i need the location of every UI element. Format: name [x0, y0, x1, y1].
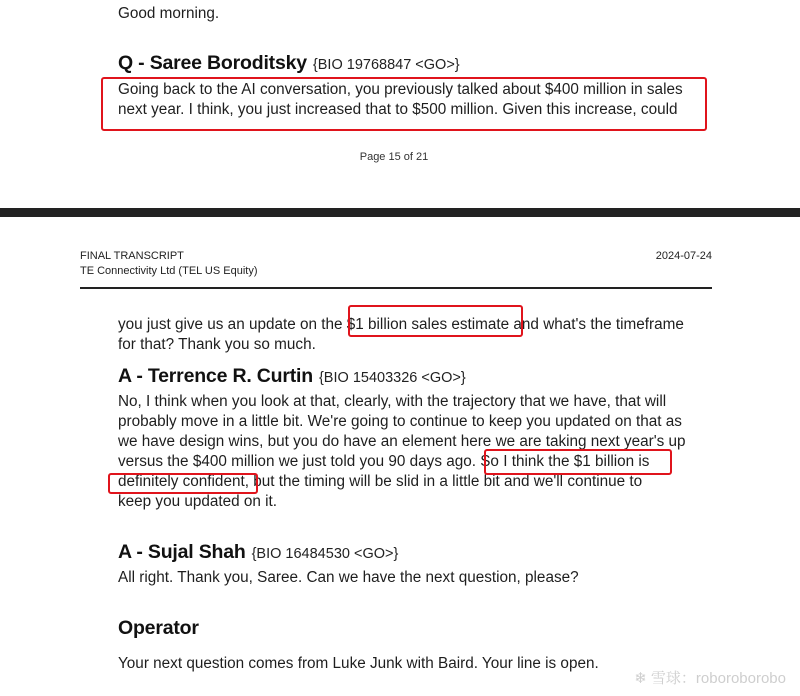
speaker-name: A - Sujal Shah	[118, 541, 246, 563]
answer-speaker	[118, 365, 466, 388]
operator-speaker	[118, 617, 199, 640]
header-date: 2024-07-24	[655, 250, 712, 262]
question-line: Going back to the AI conversation, you previously talked about $400 million in sales	[118, 81, 683, 98]
transcript-page-16	[0, 217, 800, 696]
transcript-page-15	[0, 0, 800, 208]
answer-line: versus the $400 million we just told you 90 days ago. So I think the $1 billion is	[118, 453, 650, 470]
answer-line: keep you updated on it.	[118, 493, 278, 510]
speaker-bio-link[interactable]: {BIO 16484530 <GO>}	[251, 546, 399, 562]
question-speaker	[118, 52, 460, 75]
page-number: Page 15 of 21	[359, 151, 429, 163]
answer-line: All right. Thank you, Saree. Can we have the next question, please?	[118, 569, 579, 586]
speaker-bio-link[interactable]: {BIO 19768847 <GO>}	[312, 57, 460, 73]
operator-label: Operator	[118, 617, 199, 639]
page-divider	[0, 208, 800, 217]
answer-line: we have design wins, but you do have an element here we are taking next year's up	[118, 433, 686, 450]
watermark	[634, 667, 786, 688]
speaker-name: A - Terrence R. Curtin	[118, 365, 313, 387]
continued-question-line: for that? Thank you so much.	[118, 336, 316, 353]
question-line: next year. I think, you just increased that to $500 million. Given this increase, could	[118, 101, 678, 118]
answer-line: No, I think when you look at that, clearly, with the trajectory that we have, that will	[118, 393, 667, 410]
header-rule	[80, 287, 712, 289]
greeting-text: Good morning.	[118, 5, 220, 22]
speaker-bio-link[interactable]: {BIO 15403326 <GO>}	[318, 370, 466, 386]
continued-question-line: you just give us an update on the $1 billion sales estimate and what's the timeframe	[118, 316, 684, 333]
watermark-text: 雪球：roboroborobo	[650, 670, 786, 687]
answer-line: definitely confident, but the timing will be slid in a little bit and we'll continue to	[118, 473, 643, 490]
answer-line: probably move in a little bit. We're going to continue to keep you updated on that as	[118, 413, 682, 430]
header-title: FINAL TRANSCRIPT	[80, 250, 184, 262]
operator-line: Your next question comes from Luke Junk with Baird. Your line is open.	[118, 655, 599, 672]
header-company: TE Connectivity Ltd (TEL US Equity)	[80, 265, 258, 277]
speaker-name: Q - Saree Boroditsky	[118, 52, 307, 74]
snowball-icon: ❄	[634, 670, 647, 687]
answer-speaker	[118, 541, 398, 564]
transcript-header	[80, 249, 258, 279]
